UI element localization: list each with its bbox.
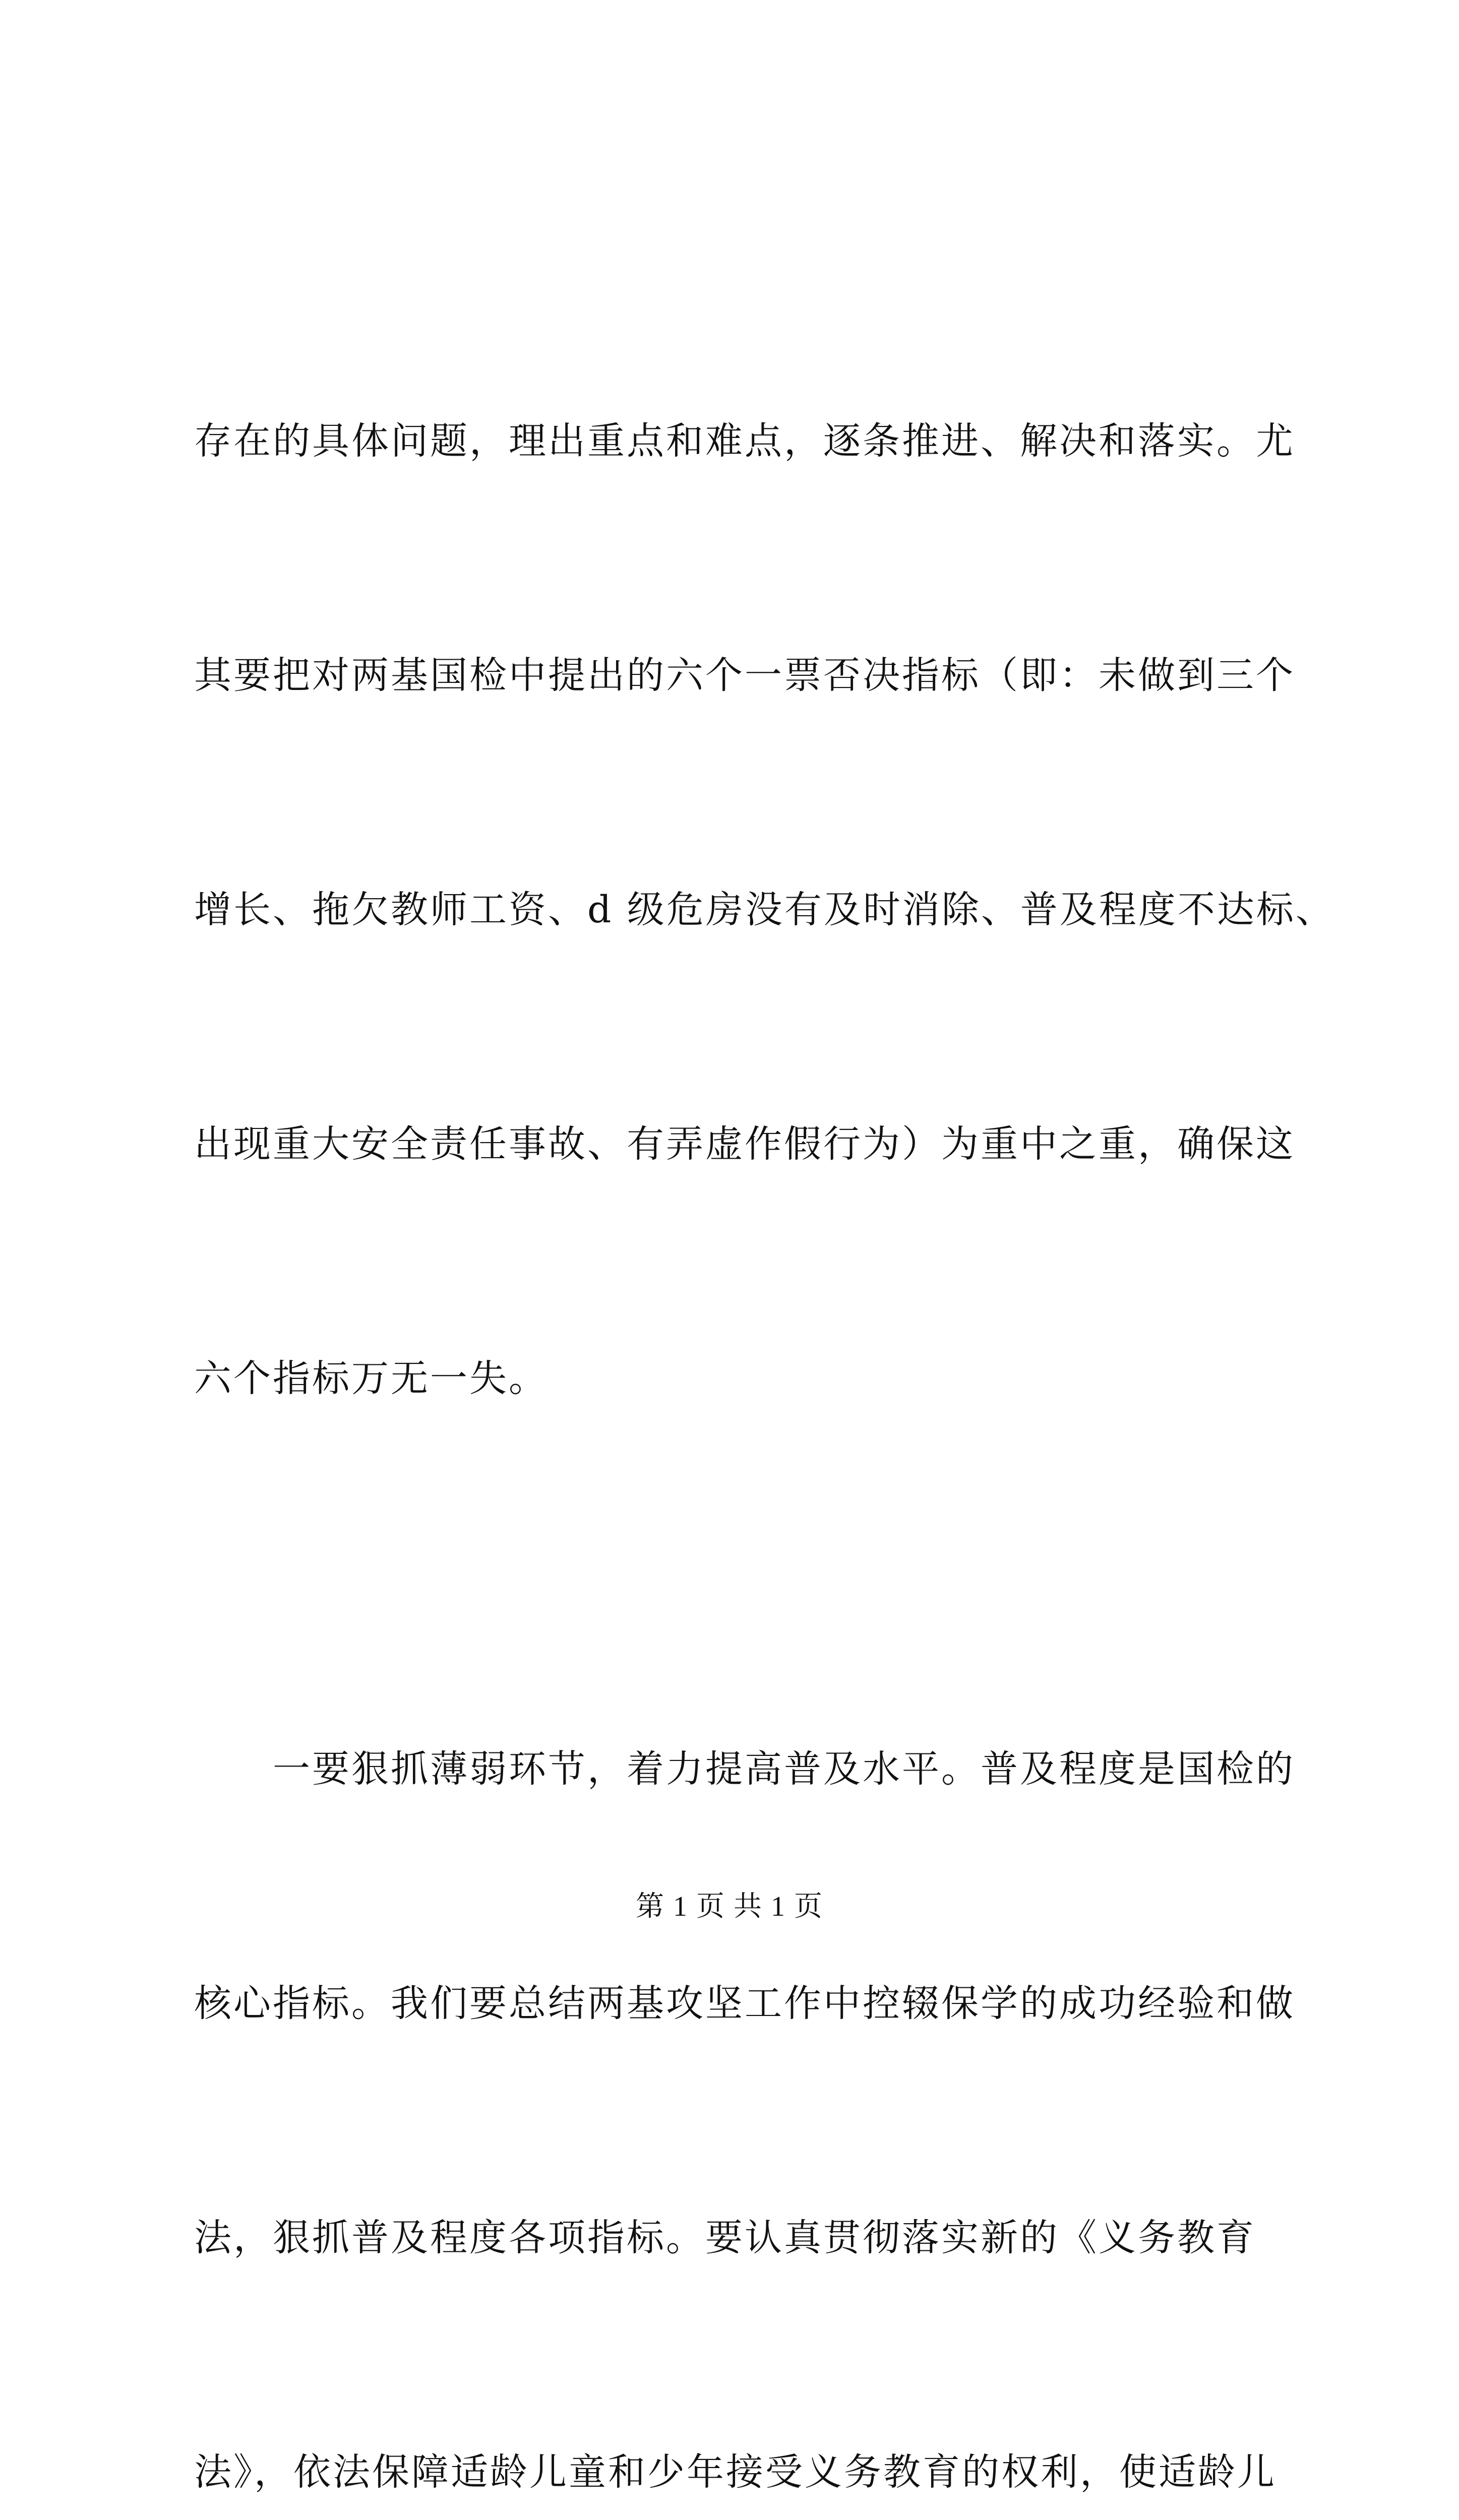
document-body xyxy=(194,246,1339,2520)
text-line: 出现重大安全责任事故、有弄虚作假行为）为重中之重，确保这 xyxy=(194,1122,1295,1166)
text-line: 六个指标万无一失。 xyxy=(194,1357,548,1400)
text-line: 其要把对两基国检中提出的六个一票否决指标（即：未做到三个 xyxy=(194,654,1295,697)
text-line: 一要狠抓薄弱环节，着力提高普及水平。普及程度是国检的 xyxy=(194,1747,1295,1791)
text-line: 法》，依法保障适龄儿童和少年接受义务教育的权利，使适龄儿 xyxy=(194,2450,1276,2494)
page-number-footer: 第 1 页 共 1 页 xyxy=(636,1891,823,1922)
text-line: 核心指标。我们要总结两基攻坚工作中控辍保学的成功经验和做 xyxy=(194,1982,1295,2025)
paragraph-2 xyxy=(194,1574,1339,2520)
text-line: 法，狠抓普及程度各项指标。要认真贯彻落实新的《义务教育 xyxy=(194,2216,1256,2259)
paragraph-1 xyxy=(194,246,1339,1574)
text-line: 增长、拖欠教师工资、d 级危房没有及时消除、普及程度不达标、 xyxy=(194,888,1335,931)
text-line: 存在的具体问题，理出重点和难点，逐条推进、解决和落实。尤 xyxy=(194,419,1295,463)
